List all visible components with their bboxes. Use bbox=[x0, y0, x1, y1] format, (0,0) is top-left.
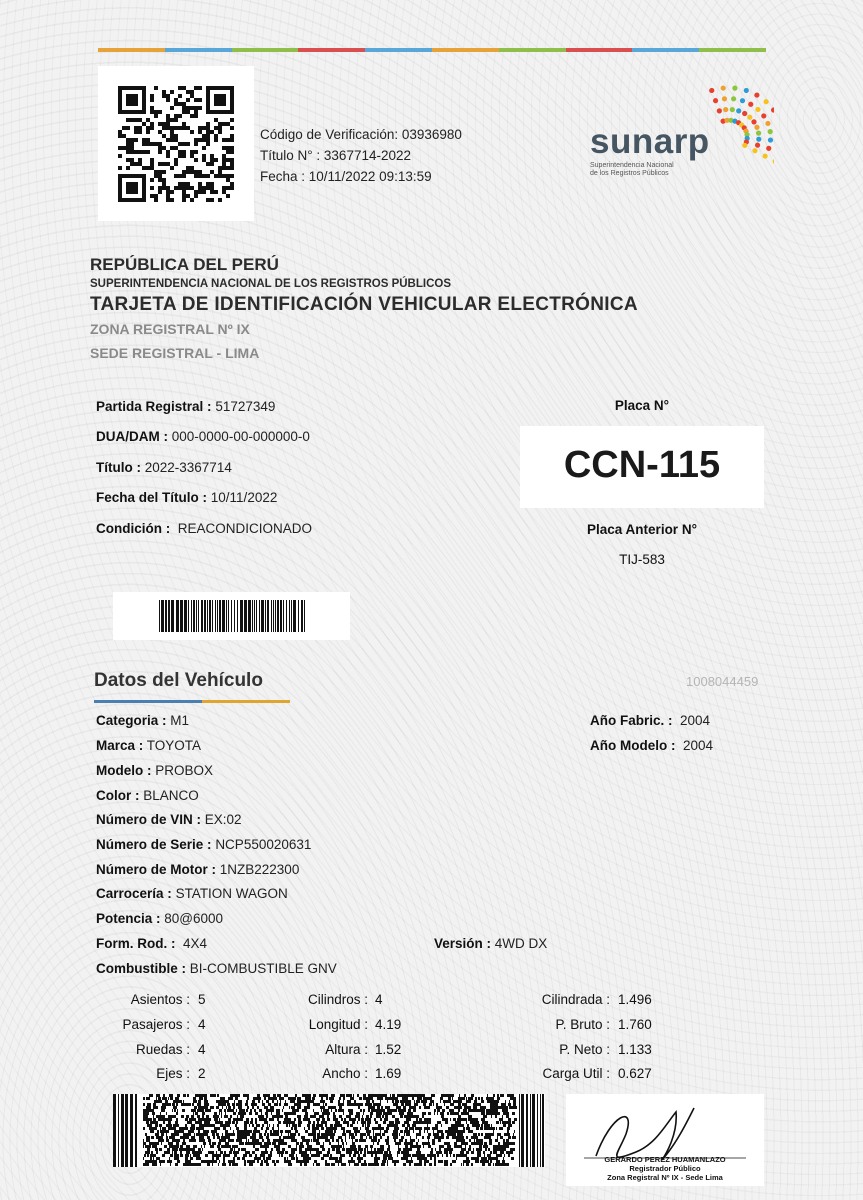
logo-subtitle bbox=[590, 162, 674, 178]
spec-p-bruto-value: 1.760 bbox=[618, 1017, 652, 1032]
spec-asientos-label: Asientos : bbox=[130, 992, 190, 1007]
field-label: Partida Registral : bbox=[96, 399, 212, 414]
spec-p-bruto-label: P. Bruto : bbox=[555, 1017, 610, 1032]
logo-subtitle-line1: Superintendencia Nacional bbox=[590, 162, 674, 169]
field-label: Modelo : bbox=[96, 763, 152, 778]
field-value: 4WD DX bbox=[494, 936, 548, 951]
field-value: 2004 bbox=[680, 713, 711, 728]
field-value: PROBOX bbox=[155, 763, 214, 778]
field-label: Condición : bbox=[96, 521, 171, 536]
spec-p-neto-value: 1.133 bbox=[618, 1042, 652, 1057]
field-label: Color : bbox=[96, 788, 140, 803]
signer-role: Registrador Público bbox=[629, 1164, 701, 1173]
field-label: Carrocería : bbox=[96, 886, 172, 901]
plate-number: CCN-115 bbox=[563, 444, 721, 486]
plate-box bbox=[520, 426, 764, 508]
field-value: NCP550020631 bbox=[215, 837, 312, 852]
spec-asientos-value: 5 bbox=[198, 992, 206, 1007]
signer-name: GERARDO PEREZ HUAMANLAZO bbox=[604, 1155, 726, 1164]
field-marca bbox=[96, 738, 201, 753]
spec-ancho-value: 1.69 bbox=[375, 1066, 402, 1081]
spec-ejes-value: 2 bbox=[198, 1066, 206, 1081]
field-partida bbox=[96, 399, 275, 414]
sunarp-logo bbox=[586, 82, 776, 192]
spec-pasajeros-value: 4 bbox=[198, 1017, 206, 1032]
logo-word: sunarp bbox=[590, 122, 710, 161]
field-label: Combustible : bbox=[96, 961, 186, 976]
barcode-icon bbox=[159, 600, 305, 632]
plate-label: Placa N° bbox=[614, 398, 670, 413]
field-value: 000-0000-00-000000-0 bbox=[171, 429, 310, 444]
spec-altura-label: Altura : bbox=[325, 1042, 368, 1057]
heading-tarjeta: TARJETA DE IDENTIFICACIÓN VEHICULAR ELECTRÓNICA bbox=[90, 294, 638, 315]
field-dua bbox=[96, 429, 310, 444]
signer-office: Zona Registral Nº IX - Sede Lima bbox=[607, 1173, 723, 1182]
field-vin bbox=[96, 812, 242, 827]
previous-plate-label: Placa Anterior N° bbox=[587, 522, 697, 537]
field-value: TOYOTA bbox=[146, 738, 202, 753]
spec-ruedas-value: 4 bbox=[198, 1042, 206, 1057]
field-modelo bbox=[96, 763, 213, 778]
field-value: M1 bbox=[170, 713, 190, 728]
field-value: 2022-3367714 bbox=[144, 460, 232, 475]
field-value: STATION WAGON bbox=[175, 886, 288, 901]
logo-subtitle-line2: de los Registros Públicos bbox=[590, 170, 669, 177]
spec-ruedas-label: Ruedas : bbox=[135, 1042, 190, 1057]
field-label: Versión : bbox=[434, 936, 492, 951]
field-value: 2004 bbox=[683, 738, 714, 753]
color-stripe bbox=[98, 48, 766, 52]
heading-superintendencia: SUPERINTENDENCIA NACIONAL DE LOS REGISTROS PÚBLICOS bbox=[90, 278, 452, 290]
barcode-pdf417 bbox=[113, 1094, 545, 1167]
spec-pasajeros-label: Pasajeros : bbox=[122, 1017, 190, 1032]
spec-p-neto-label: P. Neto : bbox=[559, 1042, 610, 1057]
signature-block bbox=[566, 1094, 764, 1186]
field-label: Año Modelo : bbox=[590, 738, 676, 753]
field-label: Form. Rod. : bbox=[96, 936, 176, 951]
heading-sede: SEDE REGISTRAL - LIMA bbox=[90, 345, 260, 361]
field-anio-fabric bbox=[590, 713, 710, 728]
field-motor bbox=[96, 862, 299, 877]
spec-altura-value: 1.52 bbox=[375, 1042, 402, 1057]
spec-cilindros-value: 4 bbox=[375, 992, 383, 1007]
spec-ancho-label: Ancho : bbox=[322, 1066, 368, 1081]
verification-code: Código de Verificación: 03936980 bbox=[260, 127, 462, 142]
spec-carga-util-value: 0.627 bbox=[618, 1066, 652, 1081]
field-carroceria bbox=[96, 886, 288, 901]
field-potencia bbox=[96, 911, 223, 926]
field-value: 51727349 bbox=[215, 399, 276, 414]
qr-code-icon bbox=[118, 86, 234, 202]
field-anio-modelo bbox=[590, 738, 713, 753]
spec-ejes-label: Ejes : bbox=[156, 1066, 190, 1081]
field-label: Marca : bbox=[96, 738, 144, 753]
heading-republica: REPÚBLICA DEL PERÚ bbox=[90, 255, 279, 274]
spec-cilindros-label: Cilindros : bbox=[307, 992, 368, 1007]
spec-longitud-value: 4.19 bbox=[375, 1017, 402, 1032]
field-form-rod bbox=[96, 936, 207, 951]
field-condicion bbox=[96, 521, 312, 536]
field-label: Título : bbox=[96, 460, 141, 475]
field-value: REACONDICIONADO bbox=[177, 521, 313, 536]
field-label: Potencia : bbox=[96, 911, 161, 926]
pdf417-icon bbox=[113, 1094, 545, 1167]
spec-cilindrada-label: Cilindrada : bbox=[541, 992, 610, 1007]
field-version bbox=[434, 936, 547, 951]
field-label: Año Fabric. : bbox=[590, 713, 673, 728]
field-value: BI-COMBUSTIBLE GNV bbox=[189, 961, 337, 976]
field-value: 4X4 bbox=[183, 936, 208, 951]
field-titulo bbox=[96, 460, 232, 475]
barcode-small bbox=[113, 592, 350, 640]
field-color bbox=[96, 788, 199, 803]
field-label: Categoria : bbox=[96, 713, 167, 728]
field-value: BLANCO bbox=[143, 788, 199, 803]
field-serie bbox=[96, 837, 311, 852]
field-fecha-titulo bbox=[96, 490, 277, 505]
previous-plate: TIJ-583 bbox=[619, 552, 665, 567]
field-value: 1NZB222300 bbox=[219, 862, 300, 877]
field-value: EX:02 bbox=[204, 812, 242, 827]
title-number: Título N° : 3367714-2022 bbox=[260, 148, 411, 163]
field-label: Número de Serie : bbox=[96, 837, 212, 852]
field-label: DUA/DAM : bbox=[96, 429, 168, 444]
heading-zona: ZONA REGISTRAL Nº IX bbox=[90, 321, 250, 337]
verification-block bbox=[260, 124, 462, 187]
spec-cilindrada-value: 1.496 bbox=[618, 992, 652, 1007]
issue-date: Fecha : 10/11/2022 09:13:59 bbox=[260, 169, 432, 184]
qr-code bbox=[98, 66, 254, 221]
field-label: Número de VIN : bbox=[96, 812, 202, 827]
section-underline bbox=[94, 700, 290, 703]
spec-longitud-label: Longitud : bbox=[308, 1017, 368, 1032]
field-value: 80@6000 bbox=[164, 911, 224, 926]
spec-carga-util-label: Carga Util : bbox=[542, 1066, 610, 1081]
section-title-vehicle: Datos del Vehículo bbox=[94, 670, 263, 691]
field-value: 10/11/2022 bbox=[210, 490, 278, 505]
reference-number: 1008044459 bbox=[686, 674, 759, 689]
field-label: Número de Motor : bbox=[96, 862, 216, 877]
field-categoria bbox=[96, 713, 189, 728]
field-combustible bbox=[96, 961, 337, 976]
field-label: Fecha del Título : bbox=[96, 490, 208, 505]
